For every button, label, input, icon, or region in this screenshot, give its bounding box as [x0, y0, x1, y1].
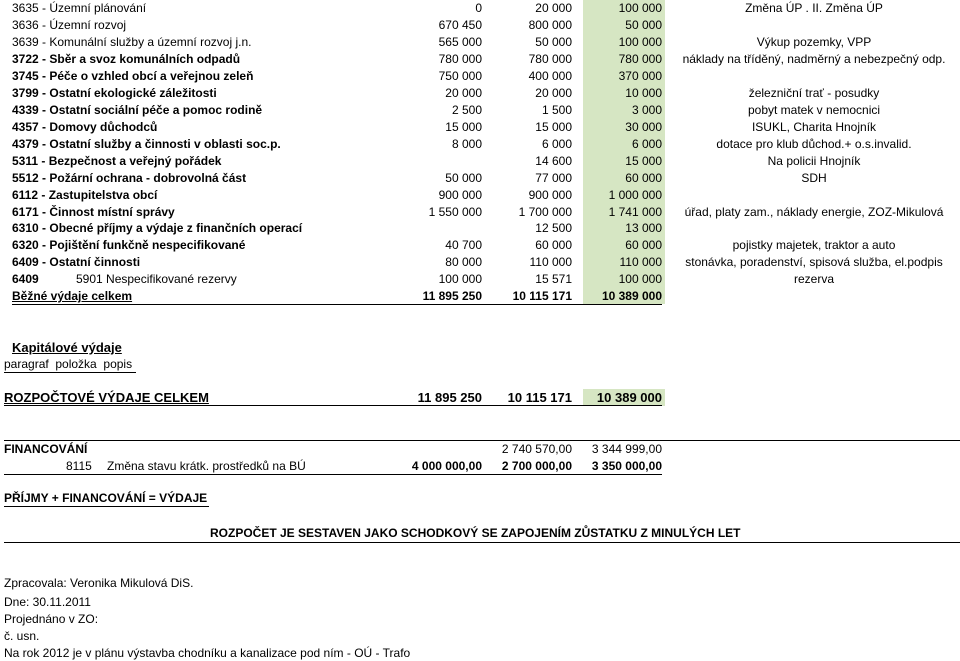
row-value-2: 14 600	[535, 154, 572, 168]
kapitalove-vydaje-title: Kapitálové výdaje	[12, 340, 122, 355]
budget-statement: ROZPOČET JE SESTAVEN JAKO SCHODKOVÝ SE ZAPOJENÍM ZŮSTATKU Z MINULÝCH LET	[210, 526, 741, 540]
row-value-3: 780 000	[618, 52, 662, 66]
row-name: 6171 - Činnost místní správy	[12, 205, 175, 219]
row-value-1: 1 550 000	[428, 205, 482, 219]
row-value-3: 15 000	[625, 154, 662, 168]
rozpoctove-total-1: 11 895 250	[417, 390, 482, 405]
rozpoctove-vydaje-row	[0, 389, 960, 406]
table-row	[0, 187, 960, 204]
table-row	[0, 17, 960, 34]
bezne-total-1: 11 895 250	[422, 289, 482, 303]
date-line: Dne: 30.11.2011	[4, 595, 91, 609]
financovani-value-3: 3 344 999,00	[591, 442, 662, 456]
table-row	[0, 220, 960, 237]
row-name: 4339 - Ostatní sociální péče a pomoc rodině	[12, 103, 263, 117]
row-value-2: 77 000	[535, 171, 572, 185]
table-row	[0, 102, 960, 119]
row-name: 6320 - Pojištění funkčně nespecifikované	[12, 238, 246, 252]
kapitalove-subheader: paragraf položka popis	[4, 357, 133, 371]
row-value-3: 370 000	[618, 69, 662, 83]
table-row	[0, 0, 960, 17]
bezne-total-3: 10 389 000	[601, 289, 662, 303]
row-value-2: 60 000	[535, 238, 572, 252]
row-name: 6310 - Obecné příjmy a výdaje z finančních operací	[12, 221, 303, 235]
financovani-item-value-3: 3 350 000,00	[591, 459, 662, 473]
row-note: úřad, platy zam., náklady energie, ZOZ-Mikulová	[684, 205, 944, 219]
row-value-1: 40 700	[445, 238, 482, 252]
prepared-by: Zpracovala: Veronika Mikulová DiS.	[4, 576, 194, 590]
row-name: 3799 - Ostatní ekologické záležitosti	[12, 86, 217, 100]
row-value-1: 780 000	[438, 52, 482, 66]
financovani-item-value-1: 4 000 000,00	[411, 459, 482, 473]
row-note: náklady na tříděný, nadměrný a nebezpečný odp.	[682, 52, 946, 66]
row-value-3: 30 000	[625, 120, 662, 134]
row-value-2: 400 000	[528, 69, 572, 83]
row-value-3: 13 000	[625, 221, 662, 235]
row-value-3: 60 000	[625, 238, 662, 252]
row-name: 5311 - Bezpečnost a veřejný pořádek	[12, 154, 222, 168]
row-name: 6112 - Zastupitelstva obcí	[12, 188, 158, 202]
row-name: 3636 - Územní rozvoj	[12, 18, 127, 32]
row-value-3: 100 000	[618, 35, 662, 49]
row-note: dotace pro klub důchod.+ o.s.invalid.	[716, 137, 912, 151]
plan-note: Na rok 2012 je v plánu výstavba chodníku a kanalizace pod ním - OÚ - Trafo	[4, 646, 411, 660]
table-row	[0, 34, 960, 51]
table-row	[0, 51, 960, 68]
table-row-6409-reserve	[0, 271, 960, 288]
row-value-2: 110 000	[529, 255, 572, 269]
row-note: rezerva	[793, 272, 834, 286]
row-value-2: 15 000	[535, 120, 572, 134]
row-value-1: 565 000	[438, 35, 482, 49]
resolution-line: č. usn.	[4, 629, 40, 643]
row-value-3: 110 000	[619, 255, 662, 269]
row-value-2: 6 000	[541, 137, 572, 151]
row-value-2: 1 700 000	[518, 205, 572, 219]
financovani-row	[0, 441, 960, 458]
row-value-1: 8 000	[451, 137, 482, 151]
row-value-1: 50 000	[445, 171, 482, 185]
row-note: pobyt matek v nemocnici	[747, 103, 881, 117]
table-row	[0, 119, 960, 136]
table-row	[0, 68, 960, 85]
statement-underline	[4, 542, 960, 543]
table-row	[0, 254, 960, 271]
equation-text: PŘÍJMY + FINANCOVÁNÍ = VÝDAJE	[4, 491, 208, 505]
financovani-label: FINANCOVÁNÍ	[4, 442, 88, 456]
financovani-item-value-2: 2 700 000,00	[501, 459, 572, 473]
row-value-2: 780 000	[528, 52, 572, 66]
row-note: Změna ÚP . II. Změna ÚP	[745, 1, 883, 15]
row-value-1: 750 000	[438, 69, 482, 83]
row-value-3: 50 000	[625, 18, 662, 32]
row-note: Na policii Hnojník	[767, 154, 861, 168]
row-note: Výkup pozemky, VPP	[756, 35, 872, 49]
bezne-vydaje-label: Běžné výdaje celkem	[12, 289, 133, 303]
row-value-2: 900 000	[528, 188, 572, 202]
row-value-3: 3 000	[631, 103, 662, 117]
row-value-2: 20 000	[535, 1, 572, 15]
row-item: 5901 Nespecifikované rezervy	[76, 272, 237, 286]
row-note: SDH	[801, 171, 827, 185]
row-name: 3722 - Sběr a svoz komunálních odpadů	[12, 52, 241, 66]
financovani-item-label: Změna stavu krátk. prostředků na BÚ	[107, 459, 306, 473]
row-value-3: 1 000 000	[608, 188, 662, 202]
row-value-1: 100 000	[438, 272, 482, 286]
bezne-vydaje-total-row	[0, 288, 960, 305]
row-note: stonávka, poradenství, spisová služba, el.podpis	[685, 255, 943, 269]
row-value-2: 12 500	[535, 221, 572, 235]
table-row	[0, 85, 960, 102]
financovani-item-underline	[4, 474, 662, 475]
total-underline	[12, 304, 662, 305]
row-value-1: 670 450	[438, 18, 482, 32]
row-value-2: 20 000	[535, 86, 572, 100]
row-name: 3635 - Územní plánování	[12, 1, 147, 15]
row-note: pojistky majetek, traktor a auto	[732, 238, 896, 252]
row-name: 3745 - Péče o vzhled obcí a veřejnou zeleň	[12, 69, 254, 83]
bezne-total-2: 10 115 171	[512, 289, 572, 303]
rozpoctove-total-3: 10 389 000	[596, 390, 662, 405]
rozpoctove-vydaje-label: ROZPOČTOVÉ VÝDAJE CELKEM	[4, 390, 209, 405]
rozpoctove-underline	[4, 405, 662, 406]
equation-underline	[4, 506, 209, 507]
row-value-2: 50 000	[535, 35, 572, 49]
row-value-2: 1 500	[541, 103, 572, 117]
row-value-1: 900 000	[438, 188, 482, 202]
table-row	[0, 204, 960, 221]
row-name: 4379 - Ostatní služby a činnosti v oblasti soc.p.	[12, 137, 281, 151]
row-value-3: 100 000	[618, 272, 662, 286]
row-value-1: 15 000	[445, 120, 482, 134]
row-value-1: 80 000	[445, 255, 482, 269]
table-row	[0, 170, 960, 187]
table-row	[0, 153, 960, 170]
row-value-3: 10 000	[625, 86, 662, 100]
row-note: železniční trať - posudky	[748, 86, 880, 100]
table-row	[0, 237, 960, 254]
row-name: 5512 - Požární ochrana - dobrovolná část	[12, 171, 247, 185]
row-value-2: 15 571	[535, 272, 572, 286]
row-name: 3639 - Komunální služby a územní rozvoj j.n.	[12, 35, 252, 49]
financovani-item-row	[0, 458, 960, 475]
row-value-3: 100 000	[618, 1, 662, 15]
kapitalove-subheader-underline	[4, 372, 136, 373]
row-code: 6409	[12, 272, 39, 286]
row-value-1: 2 500	[451, 103, 482, 117]
financovani-item-code: 8115	[66, 459, 92, 473]
table-row	[0, 136, 960, 153]
row-value-3: 60 000	[625, 171, 662, 185]
row-name: 6409 - Ostatní činnosti	[12, 255, 141, 269]
row-note: ISUKL, Charita Hnojník	[751, 120, 877, 134]
row-value-2: 800 000	[528, 18, 572, 32]
discussed-line: Projednáno v ZO:	[4, 612, 99, 626]
row-value-3: 1 741 000	[608, 205, 662, 219]
row-name: 4357 - Domovy důchodců	[12, 120, 158, 134]
rozpoctove-total-2: 10 115 171	[507, 390, 572, 405]
financovani-value-2: 2 740 570,00	[501, 442, 572, 456]
row-value-1: 0	[475, 1, 482, 15]
row-value-3: 6 000	[631, 137, 662, 151]
row-value-1: 20 000	[445, 86, 482, 100]
